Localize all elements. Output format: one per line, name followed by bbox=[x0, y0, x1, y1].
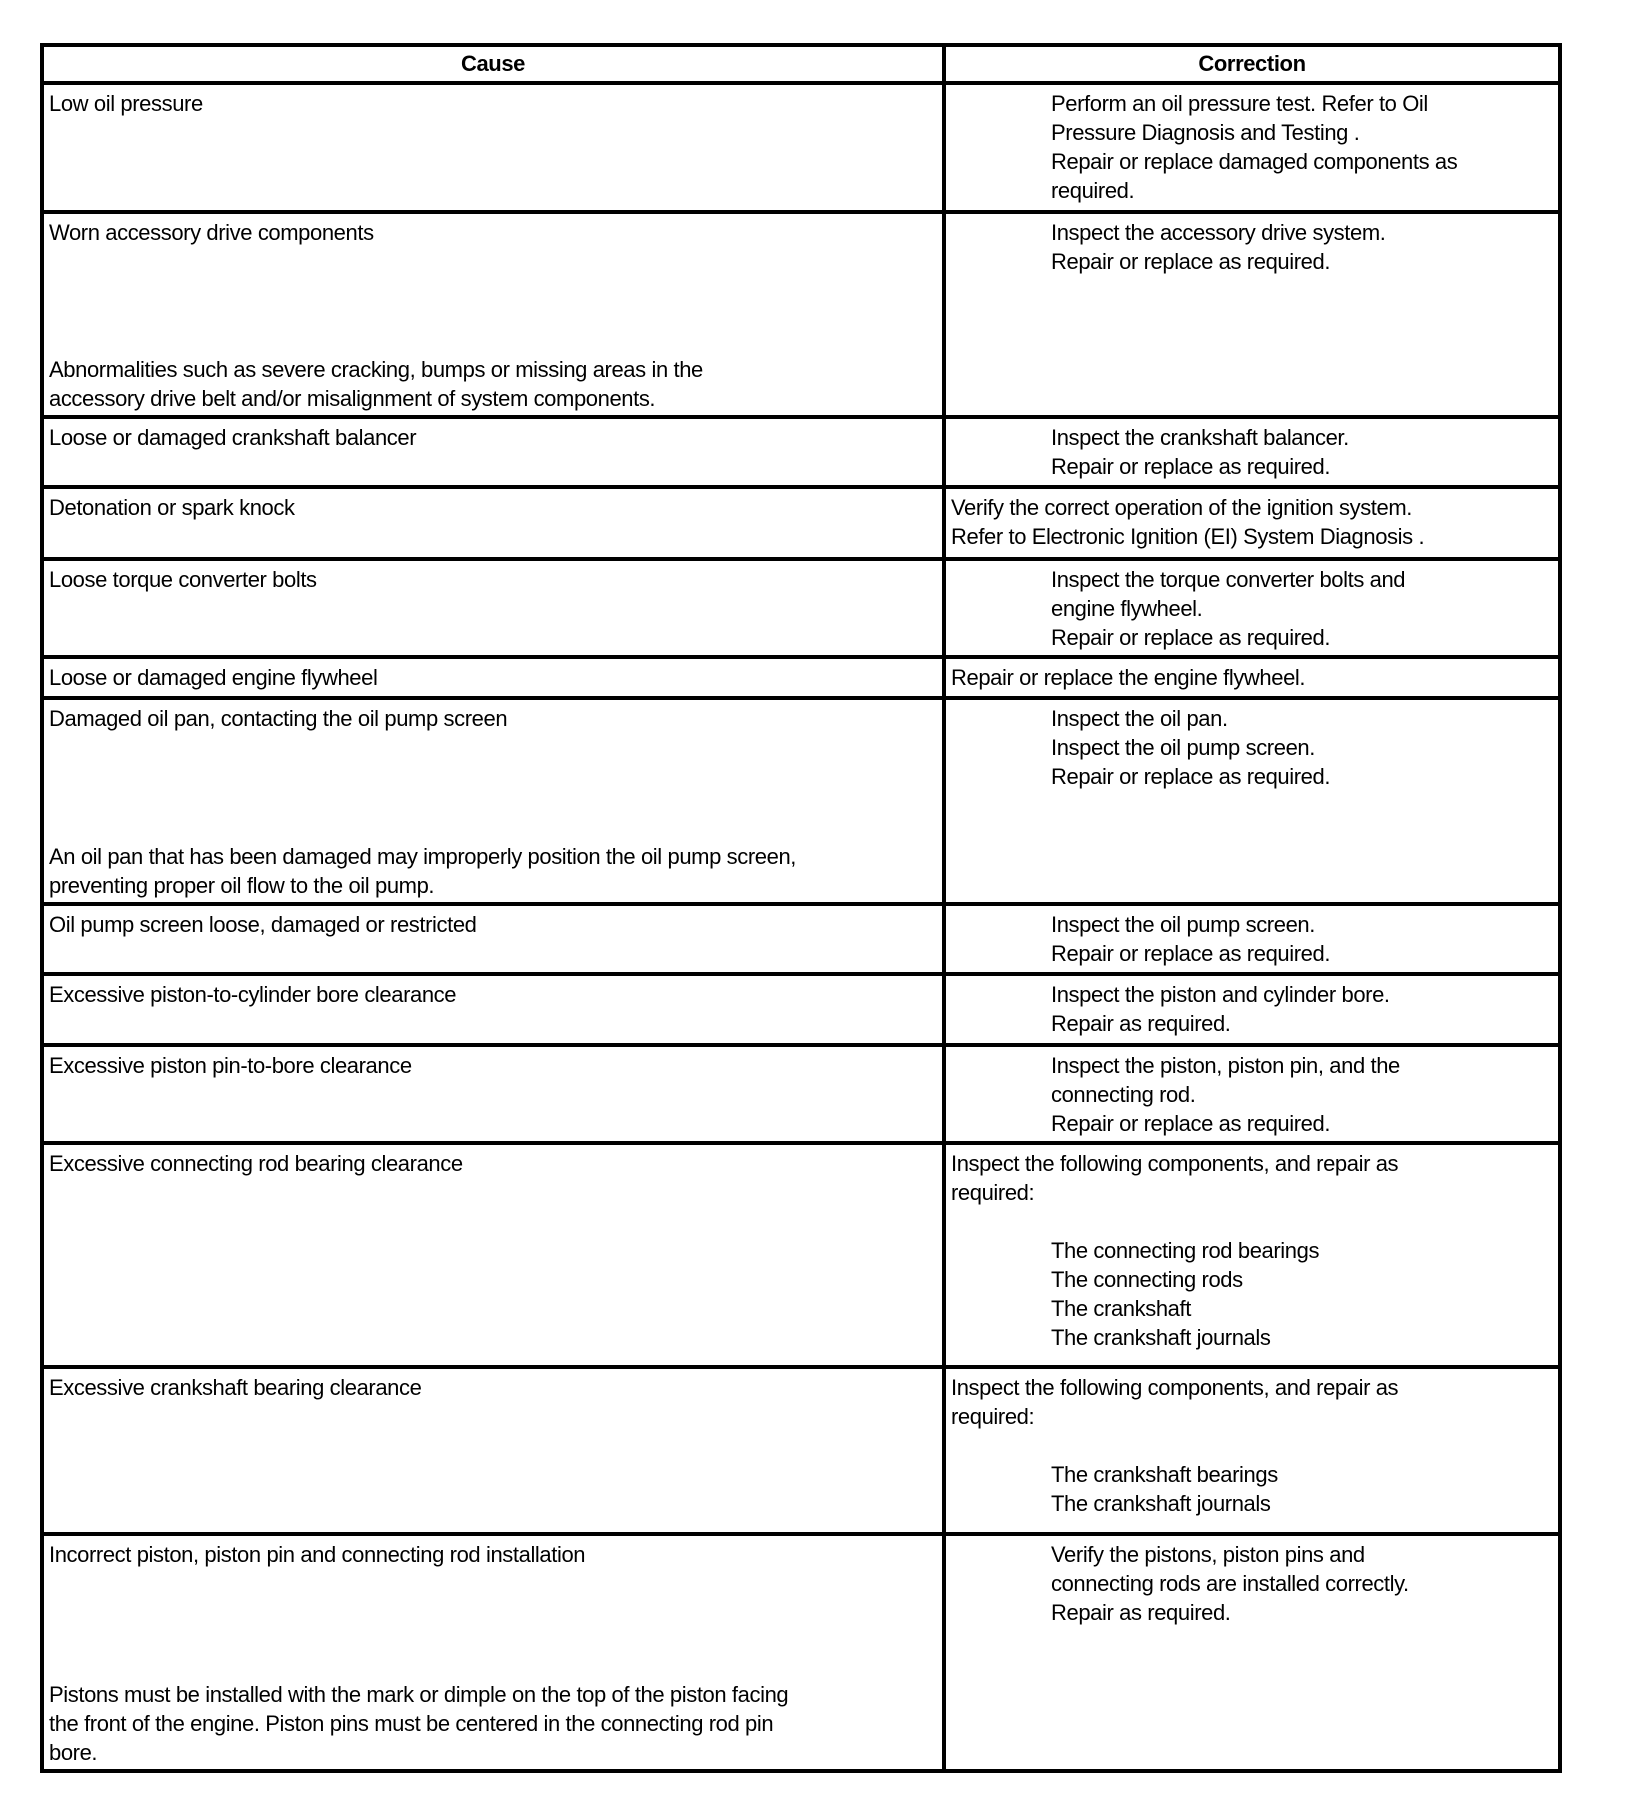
cause-cell bbox=[42, 487, 944, 559]
cause-cell bbox=[42, 1534, 944, 1771]
cause-note bbox=[49, 355, 703, 413]
correction-cell bbox=[944, 83, 1560, 212]
correction-step: Inspect the piston, piston pin, and the bbox=[1051, 1053, 1400, 1078]
cause-text: Worn accessory drive components bbox=[49, 220, 374, 245]
cause-note bbox=[49, 842, 796, 900]
cause-cell bbox=[42, 974, 944, 1045]
correction-step: Inspect the torque converter bolts and bbox=[1051, 567, 1406, 592]
correction-step: Repair as required. bbox=[1051, 1011, 1231, 1036]
correction-step: The connecting rod bearings bbox=[1051, 1238, 1320, 1263]
table-row bbox=[42, 974, 1560, 1045]
correction-step: The crankshaft bbox=[1051, 1296, 1191, 1321]
header-row bbox=[42, 45, 1560, 83]
table-row bbox=[42, 904, 1560, 974]
correction-step: Repair or replace as required. bbox=[1051, 625, 1331, 650]
cause-text: Low oil pressure bbox=[49, 91, 203, 116]
correction-step: Inspect the accessory drive system. bbox=[1051, 220, 1386, 245]
correction-step: Repair or replace as required. bbox=[1051, 249, 1331, 274]
cause-note-line: Pistons must be installed with the mark or dimple on the top of the piston facing bbox=[49, 1682, 789, 1707]
cause-cell bbox=[42, 83, 944, 212]
correction-cell bbox=[944, 1534, 1560, 1771]
table-row bbox=[42, 417, 1560, 487]
correction-step: Repair or replace as required. bbox=[1051, 1111, 1331, 1136]
correction-step: engine flywheel. bbox=[1051, 596, 1203, 621]
table-row bbox=[42, 212, 1560, 417]
correction-step: Pressure Diagnosis and Testing . bbox=[1051, 120, 1360, 145]
cause-text: Oil pump screen loose, damaged or restricted bbox=[49, 912, 477, 937]
cause-note-line: the front of the engine. Piston pins must be centered in the connecting rod pin bbox=[49, 1711, 774, 1736]
cause-text: Excessive piston pin-to-bore clearance bbox=[49, 1053, 412, 1078]
cause-cell bbox=[42, 1143, 944, 1367]
cause-text: Loose torque converter bolts bbox=[49, 567, 317, 592]
correction-header: Correction bbox=[944, 45, 1560, 83]
cause-cell bbox=[42, 698, 944, 904]
correction-step: Repair or replace damaged components as bbox=[1051, 149, 1458, 174]
cause-text: Loose or damaged crankshaft balancer bbox=[49, 425, 417, 450]
correction-text: Inspect the following components, and repair as bbox=[951, 1151, 1399, 1176]
correction-text: Inspect the following components, and repair as bbox=[951, 1375, 1399, 1400]
cause-note-line: bore. bbox=[49, 1740, 98, 1765]
cause-note-line: Abnormalities such as severe cracking, bumps or missing areas in the bbox=[49, 357, 703, 382]
correction-step: Inspect the crankshaft balancer. bbox=[1051, 425, 1349, 450]
cause-text: Incorrect piston, piston pin and connecting rod installation bbox=[49, 1542, 586, 1567]
correction-step: connecting rod. bbox=[1051, 1082, 1196, 1107]
spacer bbox=[951, 1207, 1553, 1236]
cause-header: Cause bbox=[42, 45, 944, 83]
spacer bbox=[951, 1431, 1553, 1460]
cause-text: Excessive connecting rod bearing clearance bbox=[49, 1151, 463, 1176]
cause-text: Detonation or spark knock bbox=[49, 495, 295, 520]
correction-cell bbox=[944, 974, 1560, 1045]
correction-cell bbox=[944, 212, 1560, 417]
correction-text: Verify the correct operation of the ignition system. bbox=[951, 495, 1412, 520]
correction-cell bbox=[944, 1367, 1560, 1534]
correction-cell bbox=[944, 559, 1560, 657]
table-row bbox=[42, 657, 1560, 698]
correction-step: Repair or replace as required. bbox=[1051, 454, 1331, 479]
correction-step: required. bbox=[1051, 178, 1135, 203]
cause-note-line: An oil pan that has been damaged may improperly position the oil pump screen, bbox=[49, 844, 796, 869]
correction-step: The connecting rods bbox=[1051, 1267, 1243, 1292]
correction-step: Repair or replace as required. bbox=[1051, 941, 1331, 966]
correction-step: Repair as required. bbox=[1051, 1600, 1231, 1625]
cause-text: Excessive piston-to-cylinder bore clearance bbox=[49, 982, 457, 1007]
cause-text: Damaged oil pan, contacting the oil pump screen bbox=[49, 706, 508, 731]
cause-note-line: accessory drive belt and/or misalignment of system components. bbox=[49, 386, 656, 411]
correction-cell bbox=[944, 487, 1560, 559]
table-row bbox=[42, 1143, 1560, 1367]
table-row bbox=[42, 1367, 1560, 1534]
table-row bbox=[42, 83, 1560, 212]
correction-text: Refer to Electronic Ignition (EI) System Diagnosis . bbox=[951, 524, 1425, 549]
correction-step: The crankshaft bearings bbox=[1051, 1462, 1278, 1487]
correction-step: Verify the pistons, piston pins and bbox=[1051, 1542, 1365, 1567]
cause-cell bbox=[42, 904, 944, 974]
cause-note-line: preventing proper oil flow to the oil pump. bbox=[49, 873, 435, 898]
table-row bbox=[42, 1534, 1560, 1771]
correction-text: Repair or replace the engine flywheel. bbox=[951, 665, 1306, 690]
cause-note bbox=[49, 1680, 788, 1767]
correction-step: The crankshaft journals bbox=[1051, 1325, 1271, 1350]
cause-cell bbox=[42, 1045, 944, 1143]
diagnostic-table bbox=[40, 43, 1562, 1773]
correction-step: Inspect the piston and cylinder bore. bbox=[1051, 982, 1390, 1007]
cause-cell bbox=[42, 212, 944, 417]
correction-step: Inspect the oil pump screen. bbox=[1051, 735, 1315, 760]
correction-cell bbox=[944, 904, 1560, 974]
cause-text: Loose or damaged engine flywheel bbox=[49, 665, 378, 690]
correction-text: required: bbox=[951, 1180, 1035, 1205]
correction-cell bbox=[944, 1045, 1560, 1143]
table-row bbox=[42, 698, 1560, 904]
correction-cell bbox=[944, 1143, 1560, 1367]
table-row bbox=[42, 1045, 1560, 1143]
correction-cell bbox=[944, 657, 1560, 698]
cause-cell bbox=[42, 1367, 944, 1534]
correction-step: connecting rods are installed correctly. bbox=[1051, 1571, 1409, 1596]
cause-cell bbox=[42, 559, 944, 657]
correction-text: required: bbox=[951, 1404, 1035, 1429]
table-row bbox=[42, 559, 1560, 657]
table-row bbox=[42, 487, 1560, 559]
cause-text: Excessive crankshaft bearing clearance bbox=[49, 1375, 422, 1400]
correction-step: Perform an oil pressure test. Refer to Oil bbox=[1051, 91, 1428, 116]
correction-step: The crankshaft journals bbox=[1051, 1491, 1271, 1516]
correction-step: Repair or replace as required. bbox=[1051, 764, 1331, 789]
cause-cell bbox=[42, 657, 944, 698]
correction-cell bbox=[944, 417, 1560, 487]
correction-step: Inspect the oil pump screen. bbox=[1051, 912, 1315, 937]
correction-cell bbox=[944, 698, 1560, 904]
correction-step: Inspect the oil pan. bbox=[1051, 706, 1228, 731]
cause-cell bbox=[42, 417, 944, 487]
